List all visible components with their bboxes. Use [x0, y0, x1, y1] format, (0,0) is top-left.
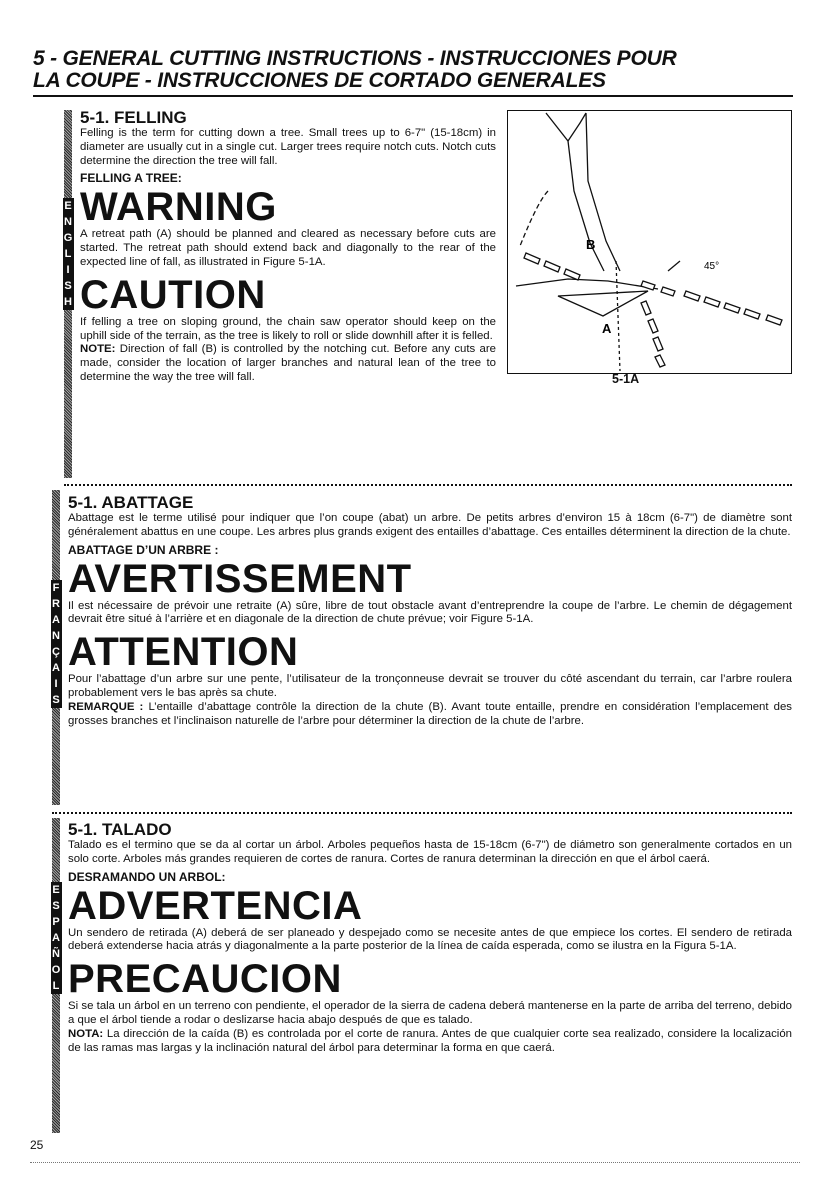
spanish-note-label: NOTA:: [68, 1027, 104, 1040]
band-letter: G: [63, 232, 73, 244]
band-letter: L: [51, 978, 62, 994]
band-letter: N: [64, 216, 72, 228]
french-intro: Abattage est le terme utilisé pour indiquer que l’on coupe (abat) un arbre. De petits arbres d’environ 15 à 18cm (6-7") de diamètre sont généralement abattus en une coupe. Les arbres plus grands exigent des entailles d’abattage. Ces entailles déterminent la direction de la chute.: [68, 512, 792, 538]
english-warning-title: WARNING: [80, 185, 277, 230]
french-warning-title: AVERTISSEMENT: [68, 556, 412, 601]
english-note-text: Direction of fall (B) is controlled by the notching cut. Before any cuts are made, consider the location of larger branches and natural lean of the tree to determine the way the tree will fall.: [80, 343, 497, 383]
chain-saw: [558, 291, 648, 316]
felling-figure: [507, 110, 792, 374]
tree-branches: [546, 113, 586, 141]
spanish-language-band: [52, 818, 60, 1133]
ground-line: [516, 279, 658, 289]
french-section: [68, 493, 792, 728]
band-letter: S: [52, 694, 60, 706]
section-divider: [52, 812, 792, 814]
band-letter: A: [52, 662, 60, 674]
spanish-title: 5-1. TALADO: [68, 820, 172, 839]
header-rule: [33, 95, 793, 97]
spanish-caution-text: Si se tala un árbol en un terreno con pendiente, el operador de la sierra de cadena deberá mantenerse en la parte de arriba del terreno, debido a que el árbol tiende a rodar o deslizarse hacia abajo después de que es talado.: [68, 1000, 792, 1026]
english-caution-text: If felling a tree on sloping ground, the chain saw operator should keep on the uphill side of the terrain, as the tree is likely to roll or slide downhill after it is felled.: [80, 315, 496, 342]
band-letter: Ñ: [52, 948, 60, 960]
english-caution-title: CAUTION: [80, 272, 266, 317]
spanish-warning-title: ADVERTENCIA: [68, 883, 363, 928]
english-subheading: FELLING A TREE:: [80, 171, 182, 186]
felling-diagram: [508, 111, 791, 373]
retreat-arrows: [524, 253, 782, 367]
english-note: [80, 343, 496, 384]
english-intro: Felling is the term for cutting down a tree. Small trees up to 6-7" (15-18cm) in diameter are usually cut in a single cut. Larger trees require notch cuts. Notch cuts determine the direction the tree will fall.: [80, 127, 496, 167]
band-letter: S: [52, 900, 60, 912]
spanish-warning-text: Un sendero de retirada (A) deberá de ser planeado y despejado como se necesite antes de que empiece los cortes. El sendero de retirada deberá extenderse hacia atrás y diagonalmente a la parte posterior de la línea de caída esperada, como se ilustra en la Figura 5-1A.: [68, 926, 792, 953]
figure-label-a: A: [602, 321, 612, 336]
angle-pointer: [668, 261, 680, 271]
band-letter: E: [64, 200, 72, 212]
french-subheading: ABATTAGE D’UN ARBRE :: [68, 542, 219, 557]
french-warning-text: Il est nécessaire de prévoir une retraite (A) sûre, libre de tout obstacle avant d’entreprendre la coupe de l’arbre. Le chemin de dégagement devrait être situé à l’arrière et en diagonale de la direction de chute prévue; voir Figure 5-1A.: [68, 599, 792, 626]
band-letter: I: [63, 262, 74, 278]
figure-label-b: B: [586, 237, 596, 252]
band-letter: Ç: [52, 646, 60, 658]
page-header-line1: 5 - GENERAL CUTTING INSTRUCTIONS - INSTRUCCIONES POUR: [33, 47, 677, 70]
band-letter: A: [52, 932, 60, 944]
spanish-note-text: La dirección de la caída (B) es controlada por el corte de ranura. Antes de que cualquier corte sea realizado, considere la localización de las ramas mas largas y la inclinación natural del árbol para determinar la forma en que caerá.: [68, 1027, 792, 1054]
spanish-caution-title: PRECAUCION: [68, 957, 342, 1002]
band-letter: P: [52, 916, 60, 928]
spanish-note: [68, 1028, 792, 1056]
english-note-label: NOTE:: [80, 343, 116, 356]
english-title: 5-1. FELLING: [80, 108, 187, 127]
page-header-line2: LA COUPE - INSTRUCCIONES DE CORTADO GENERALES: [33, 69, 606, 92]
french-language-band: [52, 490, 60, 805]
fall-line: [616, 261, 620, 371]
band-letter: R: [52, 598, 60, 610]
page-header: [33, 48, 803, 92]
band-letter: S: [64, 280, 72, 292]
french-title: 5-1. ABATTAGE: [68, 493, 194, 512]
french-caution-title: ATTENTION: [68, 630, 299, 675]
english-language-band: [64, 110, 72, 478]
section-divider: [64, 484, 792, 486]
figure-caption: 5-1A: [612, 372, 640, 386]
page-number: 25: [30, 1138, 44, 1152]
figure-angle-label: 45°: [704, 261, 720, 272]
band-letter: I: [51, 676, 62, 692]
band-letter: E: [52, 884, 60, 896]
english-section: [80, 108, 496, 385]
french-caution-text: Pour l’abattage d’un arbre sur une pente, l’utilisateur de la tronçonneuse devrait se trouver du côté ascendant du terrain, car l’arbre roulera probablement vers le bas après sa chute.: [68, 673, 792, 699]
english-warning-text: A retreat path (A) should be planned and cleared as necessary before cuts are started. The retreat path should extend back and diagonally to the rear of the expected line of fall, as illustrated in Figure 5-1A.: [80, 228, 496, 268]
band-letter: H: [64, 296, 72, 308]
spanish-intro: Talado es el termino que se da al cortar un árbol. Arboles pequeños hasta de 15-18cm (6-7") de diámetro son generalmente cortados en un solo corte. Arboles más grandes requieren de cortes de ranura. Cortes de ranura determinan la dirección en que el árbol caerá.: [68, 839, 792, 865]
band-letter: O: [51, 964, 61, 976]
band-letter: A: [52, 614, 60, 626]
french-note: [68, 701, 792, 729]
band-letter: L: [63, 246, 74, 262]
fall-arc: [520, 191, 548, 246]
bottom-rule: [30, 1162, 800, 1163]
spanish-subheading: DESRAMANDO UN ARBOL:: [68, 869, 226, 884]
french-note-label: REMARQUE :: [68, 700, 144, 713]
french-note-text: L’entaille d’abattage contrôle la direction de la chute (B). Avant toute entaille, prendre en considération l’emplacement des grosses branches et l’inclinaison naturelle de l’arbre pour déterminer la direction de la chute de l’arbre.: [68, 700, 792, 727]
band-letter: F: [51, 580, 62, 596]
spanish-section: [68, 820, 792, 1055]
band-letter: N: [52, 630, 60, 642]
